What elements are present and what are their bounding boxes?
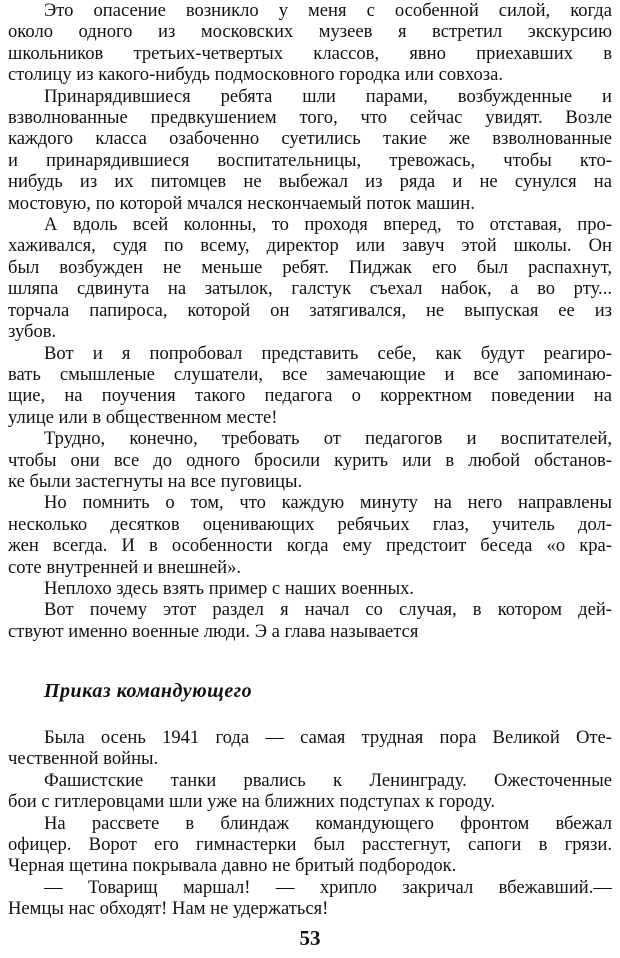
text-line: чественной войны.: [8, 748, 159, 770]
text-line: школьников третьих-четвертых классов, явно приехавших в: [8, 42, 612, 64]
text-line: около одного из московских музеев я встретил экскурсию: [8, 21, 612, 43]
text-line: чтобы они все до одного бросили курить или в любой обстанов-: [8, 449, 612, 471]
text-line: мостовую, по которой мчался нескончаемый поток машин.: [8, 192, 475, 214]
body-text-part-2: [8, 727, 612, 920]
text-line: офицер. Ворот его гимнастерки был расстегнут, сапоги в грязи.: [8, 834, 612, 856]
text-line: Но помнить о том, что каждую минуту на него направлены: [44, 492, 612, 514]
text-line: Это опасение возникло у меня с особенной силой, когда: [44, 0, 612, 21]
body-text-part-1: [8, 0, 612, 642]
text-line: Вот и я попробовал представить себе, как будут реагиро-: [44, 342, 612, 364]
text-line: несколько десятков оценивающих ребячьих глаз, учитель дол-: [8, 513, 612, 535]
text-line: Черная щетина покрывала давно не бритый подбородок.: [8, 855, 457, 877]
chapter-heading: Приказ командующего: [44, 680, 253, 702]
text-line: Фашистские танки рвались к Ленинграду. Ожесточенные: [44, 769, 612, 791]
text-line: Вот почему этот раздел я начал со случая, в котором дей-: [44, 599, 612, 621]
text-line: шляпа сдвинута на затылок, галстук съехал набок, а во рту...: [8, 278, 612, 300]
text-line: щие, на поучения такого педагога о корректном поведении на: [8, 385, 612, 407]
text-line: каждого класса озабоченно суетились такие же взволнованные: [8, 128, 612, 150]
text-line: взволнованные предвкушением того, что сейчас увидят. Возле: [8, 107, 612, 129]
text-line: и принарядившиеся воспитательницы, тревожась, чтобы кто-: [8, 149, 612, 171]
text-line: торчала папироса, которой он затягивался, не выпуская ее из: [8, 299, 612, 321]
text-line: бои с гитлеровцами шли уже на ближних подступах к городу.: [8, 791, 495, 813]
text-line: Была осень 1941 года — самая трудная пора Великой Оте-: [44, 727, 612, 748]
text-line: жен всегда. И в особенности когда ему предстоит беседа «о кра-: [8, 535, 612, 557]
text-line: был возбужден не меньше ребят. Пиджак его был распахнут,: [8, 256, 612, 278]
text-line: нибудь из их питомцев не выбежал из ряда и не сунулся на: [8, 171, 612, 193]
text-line: Трудно, конечно, требовать от педагогов и воспитателей,: [44, 428, 612, 450]
text-line: Принарядившиеся ребята шли парами, возбужденные и: [44, 85, 612, 107]
text-line: столицу из какого-нибудь подмосковного городка или совхоза.: [8, 64, 504, 86]
text-line: На рассвете в блиндаж командующего фронтом вбежал: [44, 812, 612, 834]
text-line: Немцы нас обходят! Нам не удержаться!: [8, 898, 329, 920]
text-line: зубов.: [8, 321, 57, 343]
text-line: улице или в общественном месте!: [8, 406, 278, 428]
text-line: вать смышленые слушатели, все замечающие и все запоминаю-: [8, 363, 612, 385]
text-line: соте внутренней и внешней».: [8, 556, 242, 578]
text-line: Неплохо здесь взять пример с наших военных.: [44, 577, 415, 599]
text-line: хаживался, судя по всему, директор или завуч этой школы. Он: [8, 235, 612, 257]
text-line: ствуют именно военные люди. Э а глава называется: [8, 620, 419, 642]
page-number: 53: [299, 926, 321, 950]
text-line: А вдоль всей колонны, то проходя вперед, то отставая, про-: [44, 214, 612, 236]
text-line: ке были застегнуты на все пуговицы.: [8, 470, 303, 492]
text-line: — Товарищ маршал! — хрипло закричал вбежавший.—: [44, 876, 612, 898]
